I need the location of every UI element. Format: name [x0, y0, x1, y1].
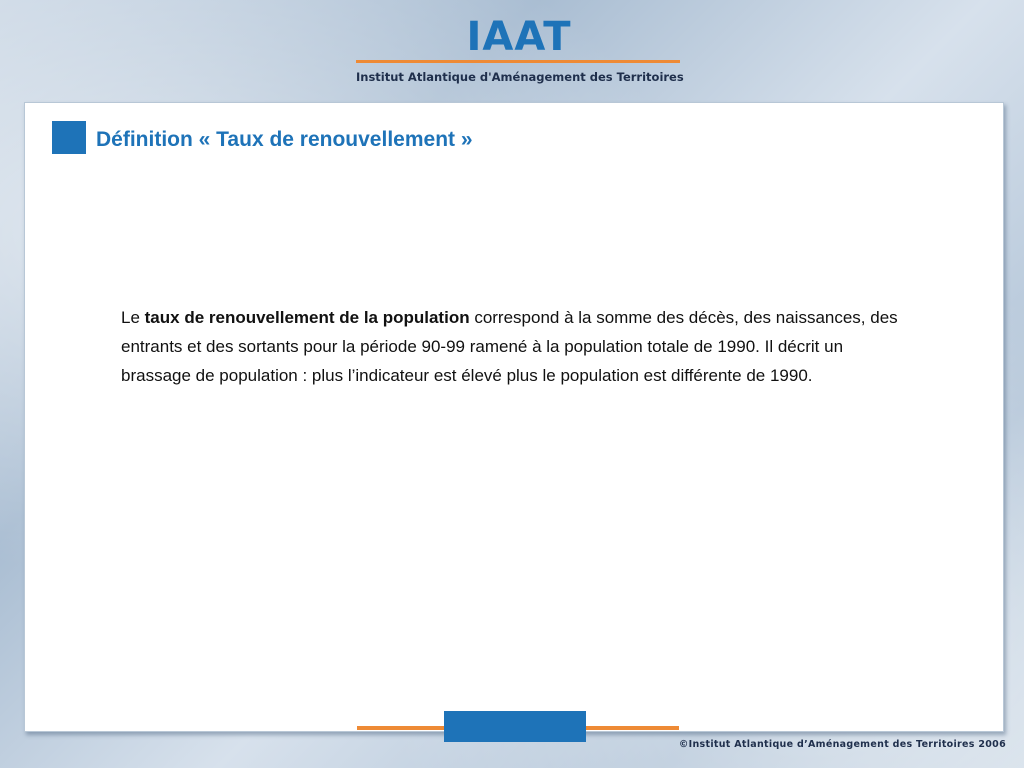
logo-orange-rule	[356, 60, 680, 63]
footer-copyright: ©Institut Atlantique d’Aménagement des Territoires 2006	[678, 739, 1006, 750]
definition-paragraph	[121, 303, 901, 390]
iaat-logo	[356, 8, 682, 88]
definition-body: correspond à la somme des décès, des naissances, des entrants et des sortants pour la période 90-99 ramené à la population totale de 1990. Il décrit un brassage de population : plus l’indicateur est élevé plus le population est différente de 1990.	[121, 308, 898, 385]
definition-prefix: Le	[121, 308, 145, 327]
slide-title: Définition « Taux de renouvellement »	[96, 128, 473, 151]
definition-term: taux de renouvellement de la population	[144, 308, 470, 327]
title-bullet-square	[52, 121, 86, 154]
slide-content-panel	[24, 102, 1004, 732]
logo-wordmark: IAAT	[466, 14, 572, 60]
logo-subtitle: Institut Atlantique d'Aménagement des Territoires	[356, 70, 684, 84]
bottom-blue-block	[444, 711, 586, 742]
